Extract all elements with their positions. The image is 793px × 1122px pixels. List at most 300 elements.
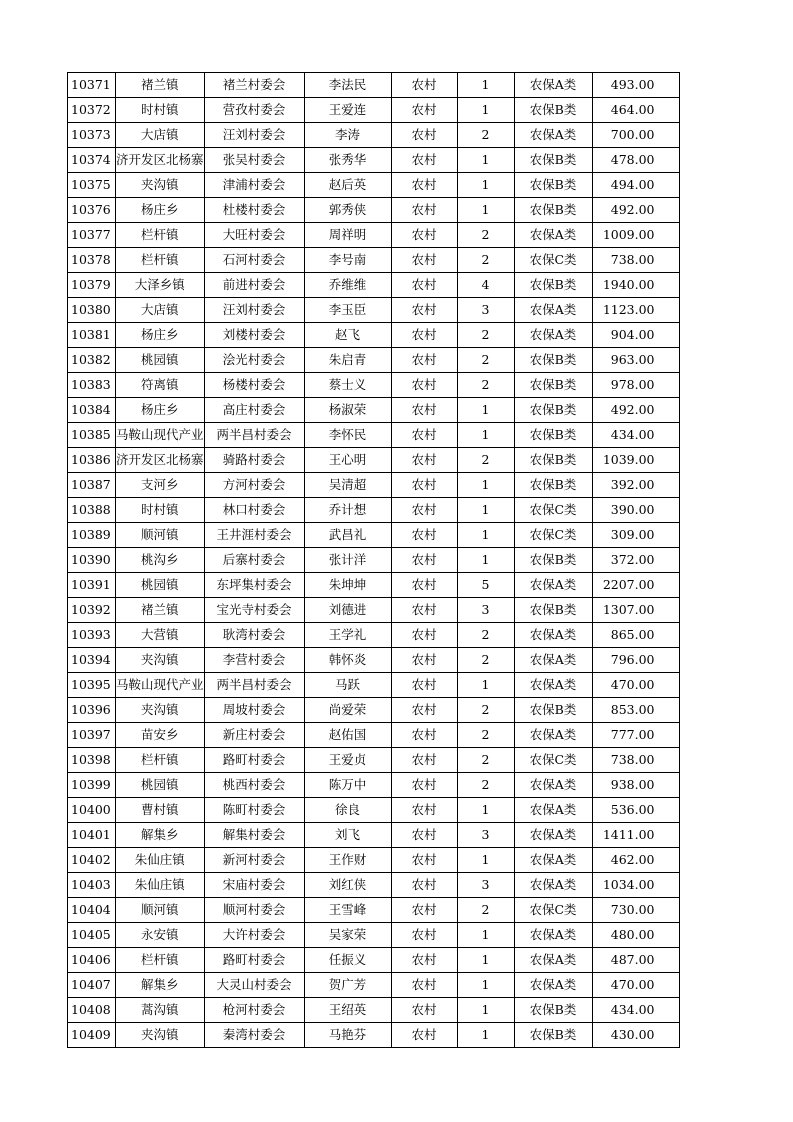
amount-cell-text: 390.00 bbox=[610, 502, 655, 517]
record-id-cell bbox=[68, 548, 116, 573]
person-name-cell-text: 郭秀侠 bbox=[328, 202, 367, 217]
amount-cell bbox=[592, 348, 679, 373]
insurance-category-cell-text: 农保B类 bbox=[529, 402, 577, 417]
table-row bbox=[68, 448, 680, 473]
person-name-cell-text: 朱坤坤 bbox=[328, 577, 367, 592]
insurance-category-cell-text: 农保A类 bbox=[529, 77, 577, 92]
person-name-cell bbox=[304, 148, 391, 173]
household-count-cell-text: 3 bbox=[481, 827, 490, 842]
household-count-cell-text: 2 bbox=[481, 627, 490, 642]
area-type-cell bbox=[391, 723, 457, 748]
village-committee-cell-text: 方河村委会 bbox=[222, 477, 286, 492]
village-committee-cell-text: 刘楼村委会 bbox=[222, 327, 286, 342]
village-committee-cell-text: 大旺村委会 bbox=[222, 227, 286, 242]
village-committee-cell-text: 大许村委会 bbox=[222, 927, 286, 942]
area-type-cell bbox=[391, 398, 457, 423]
area-type-cell bbox=[391, 273, 457, 298]
household-count-cell bbox=[457, 523, 514, 548]
amount-cell-text: 1123.00 bbox=[602, 302, 655, 317]
household-count-cell bbox=[457, 723, 514, 748]
town-cell bbox=[116, 998, 205, 1023]
record-id-cell-text: 10388 bbox=[71, 502, 111, 517]
town-cell bbox=[116, 673, 205, 698]
town-cell-text: 符离镇 bbox=[141, 377, 179, 392]
village-committee-cell bbox=[204, 573, 304, 598]
area-type-cell bbox=[391, 298, 457, 323]
record-id-cell-text: 10392 bbox=[71, 602, 111, 617]
area-type-cell-text: 农村 bbox=[411, 227, 437, 242]
household-count-cell bbox=[457, 148, 514, 173]
record-id-cell-text: 10399 bbox=[71, 777, 111, 792]
area-type-cell bbox=[391, 873, 457, 898]
amount-cell bbox=[592, 673, 679, 698]
insurance-category-cell-text: 农保A类 bbox=[529, 852, 577, 867]
record-id-cell-text: 10393 bbox=[71, 627, 111, 642]
insurance-category-cell-text: 农保B类 bbox=[529, 552, 577, 567]
village-committee-cell-text: 两半昌村委会 bbox=[216, 677, 292, 692]
household-count-cell bbox=[457, 648, 514, 673]
area-type-cell bbox=[391, 823, 457, 848]
insurance-category-cell bbox=[514, 598, 592, 623]
area-type-cell-text: 农村 bbox=[411, 652, 437, 667]
insurance-category-cell bbox=[514, 398, 592, 423]
area-type-cell bbox=[391, 973, 457, 998]
town-cell-text: 马鞍山现代产业 bbox=[116, 677, 204, 692]
amount-cell bbox=[592, 473, 679, 498]
household-count-cell bbox=[457, 423, 514, 448]
area-type-cell bbox=[391, 448, 457, 473]
area-type-cell-text: 农村 bbox=[411, 627, 437, 642]
town-cell bbox=[116, 423, 205, 448]
town-cell-text: 桃园镇 bbox=[141, 352, 179, 367]
household-count-cell-text: 2 bbox=[481, 452, 490, 467]
person-name-cell-text: 刘红侠 bbox=[328, 877, 367, 892]
household-count-cell-text: 1 bbox=[481, 1002, 490, 1017]
town-cell-text: 夹沟镇 bbox=[141, 702, 179, 717]
area-type-cell-text: 农村 bbox=[411, 952, 437, 967]
person-name-cell bbox=[304, 848, 391, 873]
insurance-category-cell-text: 农保B类 bbox=[529, 377, 577, 392]
person-name-cell bbox=[304, 323, 391, 348]
amount-cell-text: 372.00 bbox=[610, 552, 655, 567]
person-name-cell-text: 任振义 bbox=[328, 952, 367, 967]
record-id-cell bbox=[68, 223, 116, 248]
area-type-cell-text: 农村 bbox=[411, 752, 437, 767]
village-committee-cell bbox=[204, 398, 304, 423]
household-count-cell bbox=[457, 998, 514, 1023]
table-row bbox=[68, 598, 680, 623]
town-cell bbox=[116, 473, 205, 498]
household-count-cell bbox=[457, 623, 514, 648]
town-cell-text: 苗安乡 bbox=[141, 727, 179, 742]
area-type-cell bbox=[391, 423, 457, 448]
town-cell-text: 解集乡 bbox=[141, 977, 179, 992]
amount-cell bbox=[592, 698, 679, 723]
village-committee-cell bbox=[204, 498, 304, 523]
person-name-cell bbox=[304, 623, 391, 648]
village-committee-cell bbox=[204, 898, 304, 923]
table-row bbox=[68, 323, 680, 348]
household-count-cell bbox=[457, 873, 514, 898]
record-id-cell bbox=[68, 573, 116, 598]
town-cell bbox=[116, 823, 205, 848]
town-cell-text: 桃园镇 bbox=[141, 777, 179, 792]
amount-cell bbox=[592, 148, 679, 173]
village-committee-cell-text: 顺河村委会 bbox=[222, 902, 286, 917]
town-cell bbox=[116, 798, 205, 823]
household-count-cell bbox=[457, 448, 514, 473]
town-cell bbox=[116, 523, 205, 548]
insurance-category-cell-text: 农保B类 bbox=[529, 427, 577, 442]
insurance-category-cell bbox=[514, 298, 592, 323]
area-type-cell bbox=[391, 998, 457, 1023]
area-type-cell bbox=[391, 673, 457, 698]
amount-cell bbox=[592, 623, 679, 648]
town-cell bbox=[116, 198, 205, 223]
insurance-category-cell bbox=[514, 523, 592, 548]
person-name-cell-text: 马跃 bbox=[335, 677, 361, 692]
town-cell-text: 时村镇 bbox=[141, 502, 179, 517]
area-type-cell bbox=[391, 323, 457, 348]
town-cell-text: 夹沟镇 bbox=[141, 177, 179, 192]
village-committee-cell-text: 枪河村委会 bbox=[222, 1002, 286, 1017]
insurance-category-cell bbox=[514, 373, 592, 398]
village-committee-cell-text: 高庄村委会 bbox=[222, 402, 286, 417]
household-count-cell-text: 1 bbox=[481, 502, 490, 517]
insurance-category-cell-text: 农保B类 bbox=[529, 202, 577, 217]
amount-cell bbox=[592, 223, 679, 248]
village-committee-cell-text: 新河村委会 bbox=[222, 852, 286, 867]
town-cell-text: 桃沟乡 bbox=[141, 552, 179, 567]
amount-cell bbox=[592, 298, 679, 323]
insurance-category-cell-text: 农保A类 bbox=[529, 977, 577, 992]
record-id-cell-text: 10403 bbox=[71, 877, 111, 892]
household-count-cell bbox=[457, 73, 514, 98]
insurance-category-cell-text: 农保A类 bbox=[529, 327, 577, 342]
village-committee-cell-text: 汪刘村委会 bbox=[222, 127, 286, 142]
household-count-cell bbox=[457, 123, 514, 148]
insurance-category-cell bbox=[514, 573, 592, 598]
area-type-cell-text: 农村 bbox=[411, 852, 437, 867]
record-id-cell bbox=[68, 898, 116, 923]
insurance-category-cell bbox=[514, 98, 592, 123]
household-count-cell-text: 1 bbox=[481, 677, 490, 692]
insurance-category-cell-text: 农保A类 bbox=[529, 827, 577, 842]
household-count-cell-text: 3 bbox=[481, 877, 490, 892]
table-row bbox=[68, 98, 680, 123]
area-type-cell-text: 农村 bbox=[411, 702, 437, 717]
person-name-cell-text: 刘德进 bbox=[328, 602, 367, 617]
insurance-category-cell-text: 农保C类 bbox=[529, 902, 577, 917]
village-committee-cell bbox=[204, 223, 304, 248]
person-name-cell-text: 赵佑国 bbox=[328, 727, 367, 742]
person-name-cell bbox=[304, 373, 391, 398]
household-count-cell-text: 2 bbox=[481, 377, 490, 392]
household-count-cell bbox=[457, 773, 514, 798]
village-committee-cell-text: 后寨村委会 bbox=[222, 552, 286, 567]
insurance-category-cell bbox=[514, 173, 592, 198]
village-committee-cell-text: 两半昌村委会 bbox=[216, 427, 292, 442]
person-name-cell-text: 朱启青 bbox=[328, 352, 367, 367]
table-row bbox=[68, 298, 680, 323]
insurance-category-cell bbox=[514, 448, 592, 473]
insurance-category-cell bbox=[514, 748, 592, 773]
insurance-category-cell bbox=[514, 648, 592, 673]
town-cell bbox=[116, 848, 205, 873]
person-name-cell-text: 李怀民 bbox=[328, 427, 367, 442]
record-id-cell bbox=[68, 923, 116, 948]
area-type-cell bbox=[391, 198, 457, 223]
record-id-cell-text: 10378 bbox=[71, 252, 111, 267]
person-name-cell-text: 刘飞 bbox=[335, 827, 361, 842]
village-committee-cell bbox=[204, 348, 304, 373]
person-name-cell bbox=[304, 448, 391, 473]
table-row bbox=[68, 573, 680, 598]
amount-cell-text: 796.00 bbox=[610, 652, 655, 667]
table-body bbox=[68, 73, 680, 1048]
amount-cell-text: 1039.00 bbox=[602, 452, 655, 467]
person-name-cell-text: 杨淑荣 bbox=[328, 402, 367, 417]
town-cell-text: 杨庄乡 bbox=[141, 402, 179, 417]
person-name-cell bbox=[304, 298, 391, 323]
village-committee-cell-text: 大灵山村委会 bbox=[216, 977, 292, 992]
town-cell-text: 曹村镇 bbox=[141, 802, 179, 817]
table-row bbox=[68, 798, 680, 823]
person-name-cell bbox=[304, 1023, 391, 1048]
household-count-cell-text: 1 bbox=[481, 527, 490, 542]
record-id-cell-text: 10390 bbox=[71, 552, 111, 567]
amount-cell-text: 462.00 bbox=[610, 852, 655, 867]
amount-cell-text: 777.00 bbox=[610, 727, 655, 742]
record-id-cell-text: 10386 bbox=[71, 452, 111, 467]
amount-cell bbox=[592, 923, 679, 948]
area-type-cell-text: 农村 bbox=[411, 127, 437, 142]
record-id-cell bbox=[68, 448, 116, 473]
person-name-cell-text: 张计洋 bbox=[328, 552, 367, 567]
village-committee-cell bbox=[204, 248, 304, 273]
table-row bbox=[68, 198, 680, 223]
area-type-cell-text: 农村 bbox=[411, 377, 437, 392]
area-type-cell-text: 农村 bbox=[411, 552, 437, 567]
town-cell-text: 杨庄乡 bbox=[141, 202, 179, 217]
town-cell bbox=[116, 273, 205, 298]
village-committee-cell-text: 营孜村委会 bbox=[222, 102, 286, 117]
village-committee-cell-text: 汪刘村委会 bbox=[222, 302, 286, 317]
table-row bbox=[68, 1023, 680, 1048]
village-committee-cell-text: 张吴村委会 bbox=[222, 152, 286, 167]
amount-cell bbox=[592, 598, 679, 623]
person-name-cell bbox=[304, 123, 391, 148]
village-committee-cell-text: 褚兰村委会 bbox=[222, 77, 286, 92]
person-name-cell-text: 武昌礼 bbox=[328, 527, 367, 542]
area-type-cell bbox=[391, 223, 457, 248]
village-committee-cell bbox=[204, 873, 304, 898]
household-count-cell bbox=[457, 823, 514, 848]
village-committee-cell bbox=[204, 423, 304, 448]
record-id-cell-text: 10373 bbox=[71, 127, 111, 142]
village-committee-cell-text: 桃西村委会 bbox=[222, 777, 286, 792]
town-cell-text: 栏杆镇 bbox=[141, 752, 179, 767]
amount-cell-text: 730.00 bbox=[610, 902, 655, 917]
amount-cell-text: 904.00 bbox=[610, 327, 655, 342]
table-row bbox=[68, 848, 680, 873]
person-name-cell-text: 尚爱荣 bbox=[328, 702, 367, 717]
household-count-cell-text: 2 bbox=[481, 252, 490, 267]
insurance-category-cell bbox=[514, 923, 592, 948]
amount-cell bbox=[592, 723, 679, 748]
record-id-cell bbox=[68, 198, 116, 223]
person-name-cell-text: 李涛 bbox=[335, 127, 361, 142]
person-name-cell-text: 吴家荣 bbox=[328, 927, 367, 942]
insurance-category-cell-text: 农保A类 bbox=[529, 227, 577, 242]
record-id-cell-text: 10376 bbox=[71, 202, 111, 217]
area-type-cell bbox=[391, 148, 457, 173]
insurance-category-cell bbox=[514, 348, 592, 373]
area-type-cell bbox=[391, 773, 457, 798]
insurance-category-cell bbox=[514, 198, 592, 223]
person-name-cell-text: 李法民 bbox=[328, 77, 367, 92]
insurance-category-cell-text: 农保A类 bbox=[529, 802, 577, 817]
record-id-cell-text: 10377 bbox=[71, 227, 111, 242]
area-type-cell bbox=[391, 748, 457, 773]
household-count-cell bbox=[457, 398, 514, 423]
record-id-cell-text: 10397 bbox=[71, 727, 111, 742]
record-id-cell bbox=[68, 173, 116, 198]
town-cell-text: 大店镇 bbox=[141, 302, 179, 317]
record-id-cell bbox=[68, 373, 116, 398]
record-id-cell-text: 10384 bbox=[71, 402, 111, 417]
insurance-category-cell-text: 农保A类 bbox=[529, 652, 577, 667]
record-id-cell bbox=[68, 523, 116, 548]
record-id-cell-text: 10380 bbox=[71, 302, 111, 317]
area-type-cell-text: 农村 bbox=[411, 1002, 437, 1017]
village-committee-cell bbox=[204, 823, 304, 848]
person-name-cell bbox=[304, 573, 391, 598]
record-id-cell bbox=[68, 773, 116, 798]
area-type-cell-text: 农村 bbox=[411, 677, 437, 692]
town-cell bbox=[116, 323, 205, 348]
record-id-cell bbox=[68, 398, 116, 423]
record-id-cell bbox=[68, 798, 116, 823]
table-row bbox=[68, 973, 680, 998]
area-type-cell-text: 农村 bbox=[411, 502, 437, 517]
amount-cell bbox=[592, 173, 679, 198]
table-row bbox=[68, 273, 680, 298]
insurance-category-cell bbox=[514, 823, 592, 848]
village-committee-cell-text: 耿湾村委会 bbox=[222, 627, 286, 642]
person-name-cell bbox=[304, 973, 391, 998]
record-id-cell-text: 10398 bbox=[71, 752, 111, 767]
town-cell-text: 解集乡 bbox=[141, 827, 179, 842]
area-type-cell-text: 农村 bbox=[411, 927, 437, 942]
household-count-cell bbox=[457, 273, 514, 298]
person-name-cell-text: 徐良 bbox=[335, 802, 361, 817]
person-name-cell bbox=[304, 723, 391, 748]
town-cell bbox=[116, 148, 205, 173]
household-count-cell-text: 1 bbox=[481, 202, 490, 217]
household-count-cell bbox=[457, 173, 514, 198]
insurance-category-cell-text: 农保B类 bbox=[529, 177, 577, 192]
person-name-cell-text: 王作财 bbox=[328, 852, 367, 867]
record-id-cell-text: 10375 bbox=[71, 177, 111, 192]
area-type-cell-text: 农村 bbox=[411, 827, 437, 842]
table-row bbox=[68, 823, 680, 848]
person-name-cell-text: 李玉臣 bbox=[328, 302, 367, 317]
person-name-cell-text: 王绍英 bbox=[328, 1002, 367, 1017]
village-committee-cell bbox=[204, 723, 304, 748]
person-name-cell-text: 马艳芬 bbox=[328, 1027, 367, 1042]
person-name-cell bbox=[304, 398, 391, 423]
table-row bbox=[68, 73, 680, 98]
table-row bbox=[68, 698, 680, 723]
person-name-cell-text: 陈万中 bbox=[328, 777, 367, 792]
insurance-category-cell bbox=[514, 723, 592, 748]
area-type-cell bbox=[391, 923, 457, 948]
record-id-cell bbox=[68, 823, 116, 848]
person-name-cell-text: 王学礼 bbox=[328, 627, 367, 642]
household-count-cell bbox=[457, 348, 514, 373]
person-name-cell bbox=[304, 173, 391, 198]
table-row bbox=[68, 773, 680, 798]
record-id-cell-text: 10406 bbox=[71, 952, 111, 967]
town-cell-text: 栏杆镇 bbox=[141, 952, 179, 967]
village-committee-cell-text: 宝光寺村委会 bbox=[216, 602, 292, 617]
town-cell bbox=[116, 623, 205, 648]
amount-cell-text: 738.00 bbox=[610, 252, 655, 267]
insurance-category-cell-text: 农保A类 bbox=[529, 302, 577, 317]
area-type-cell-text: 农村 bbox=[411, 977, 437, 992]
person-name-cell bbox=[304, 923, 391, 948]
area-type-cell-text: 农村 bbox=[411, 1027, 437, 1042]
household-count-cell bbox=[457, 973, 514, 998]
area-type-cell bbox=[391, 1023, 457, 1048]
amount-cell bbox=[592, 798, 679, 823]
record-id-cell-text: 10394 bbox=[71, 652, 111, 667]
village-committee-cell-text: 前进村委会 bbox=[222, 277, 286, 292]
person-name-cell-text: 王心明 bbox=[328, 452, 367, 467]
household-count-cell-text: 1 bbox=[481, 477, 490, 492]
record-id-cell-text: 10395 bbox=[71, 677, 111, 692]
area-type-cell-text: 农村 bbox=[411, 477, 437, 492]
amount-cell-text: 700.00 bbox=[610, 127, 655, 142]
town-cell bbox=[116, 348, 205, 373]
household-count-cell-text: 1 bbox=[481, 102, 490, 117]
record-id-cell bbox=[68, 623, 116, 648]
village-committee-cell bbox=[204, 373, 304, 398]
record-id-cell-text: 10404 bbox=[71, 902, 111, 917]
household-count-cell-text: 1 bbox=[481, 552, 490, 567]
record-id-cell bbox=[68, 73, 116, 98]
village-committee-cell bbox=[204, 598, 304, 623]
household-count-cell bbox=[457, 98, 514, 123]
insurance-category-cell bbox=[514, 798, 592, 823]
village-committee-cell bbox=[204, 623, 304, 648]
area-type-cell bbox=[391, 173, 457, 198]
record-id-cell-text: 10396 bbox=[71, 702, 111, 717]
person-name-cell bbox=[304, 523, 391, 548]
person-name-cell-text: 乔维维 bbox=[328, 277, 367, 292]
amount-cell-text: 963.00 bbox=[610, 352, 655, 367]
person-name-cell bbox=[304, 798, 391, 823]
household-count-cell bbox=[457, 848, 514, 873]
town-cell bbox=[116, 598, 205, 623]
amount-cell-text: 478.00 bbox=[610, 152, 655, 167]
record-id-cell bbox=[68, 473, 116, 498]
record-id-cell bbox=[68, 248, 116, 273]
area-type-cell bbox=[391, 523, 457, 548]
table-row bbox=[68, 373, 680, 398]
household-count-cell-text: 2 bbox=[481, 727, 490, 742]
